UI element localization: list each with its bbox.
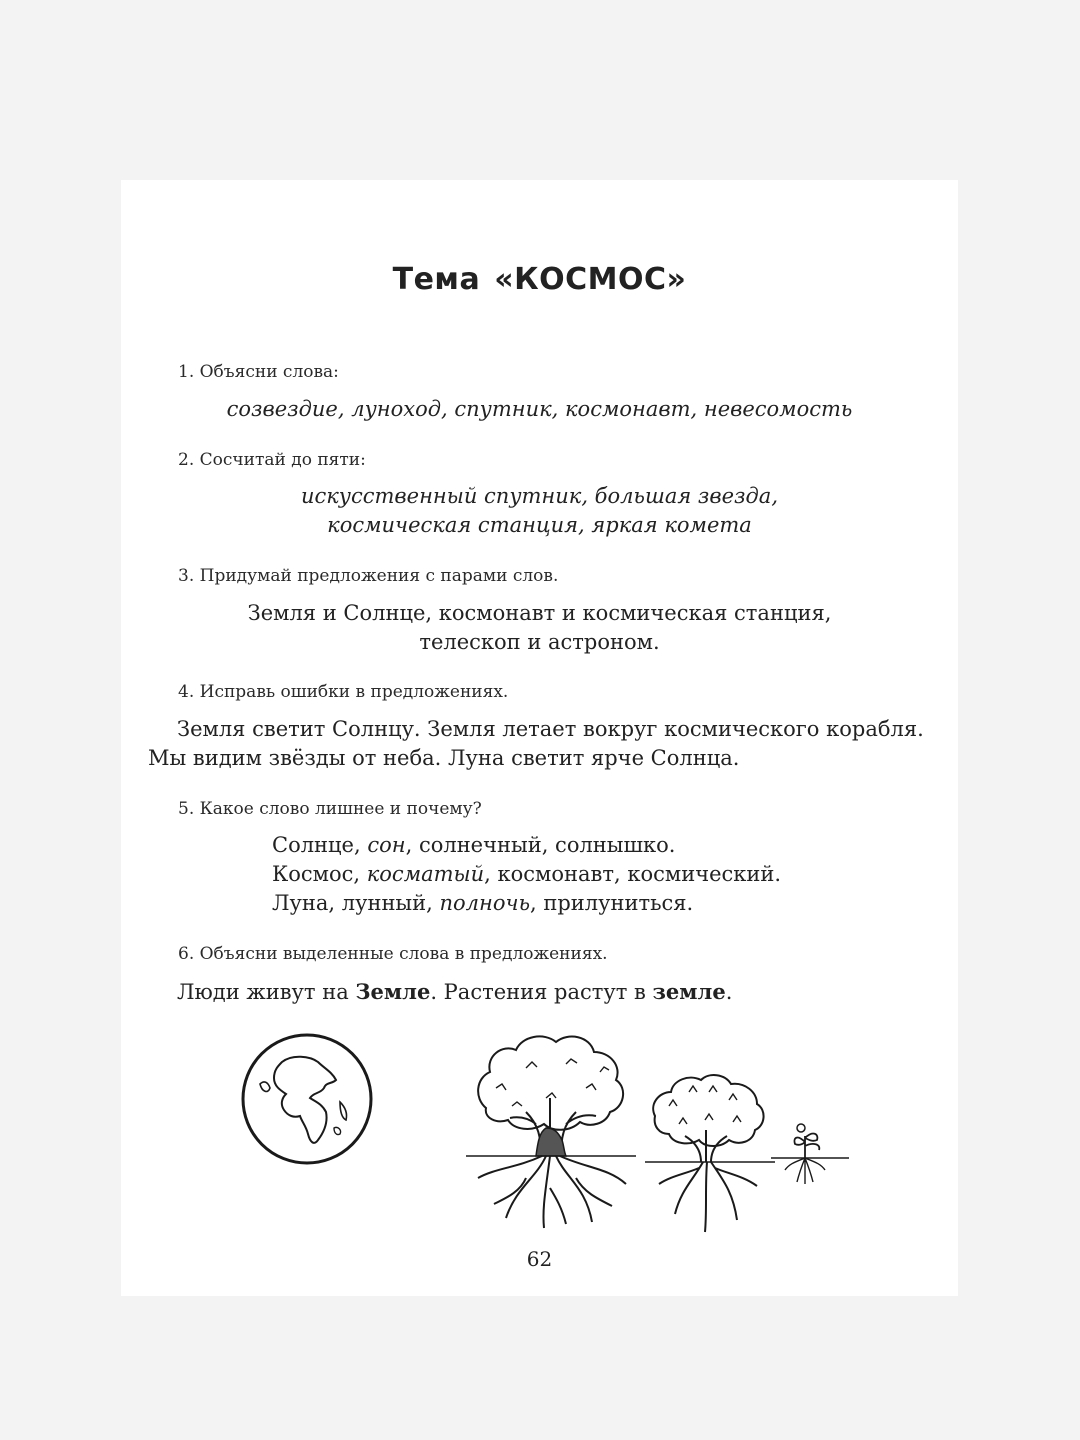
- sprout-illustration: [771, 1116, 851, 1186]
- task-2-line-2: космическая станция, яркая комета: [327, 513, 752, 537]
- title-part-2: «КОСМОС»: [494, 262, 687, 297]
- page-number: 62: [526, 1247, 553, 1271]
- task-3-label: 3. Придумай предложения с парами слов.: [178, 566, 559, 586]
- task-5-row-3-end: , прилуниться.: [530, 891, 694, 915]
- task-5-row-2-start: Космос,: [272, 862, 367, 886]
- task-3-line-2: телескоп и астроном.: [419, 630, 660, 654]
- task-5-row-2-odd-word: косматый: [366, 862, 485, 886]
- large-tree-illustration: [466, 1028, 636, 1233]
- task-5-row-2-end: , космонавт, космический.: [484, 862, 782, 886]
- task-6-part-1: Люди живут на: [177, 980, 356, 1004]
- task-5-row-3-odd-word: полночь: [439, 891, 531, 915]
- title-part-1: Тема: [392, 262, 481, 297]
- task-5-row: [272, 833, 958, 857]
- medium-tree-illustration: [645, 1070, 775, 1240]
- task-5-label: 5. Какое слово лишнее и почему?: [178, 799, 482, 819]
- earth-globe-illustration: [240, 1032, 374, 1166]
- task-1-label: 1. Объясни слова:: [178, 362, 339, 382]
- task-6-highlight-1: Земле: [355, 979, 431, 1004]
- task-5-row: [272, 891, 958, 915]
- task-5-row: [272, 862, 958, 886]
- task-5-row-3-start: Луна, лунный,: [272, 891, 440, 915]
- task-5-row-1-start: Солнце,: [272, 833, 368, 857]
- task-2-line-1: искусственный спутник, большая звезда,: [300, 484, 778, 508]
- task-4-label: 4. Исправь ошибки в предложениях.: [178, 682, 509, 702]
- task-5-row-1-odd-word: сон: [367, 833, 406, 857]
- task-6-label: 6. Объясни выделенные слова в предложениях.: [178, 944, 608, 964]
- task-6-highlight-2: земле: [652, 979, 726, 1004]
- task-4-line-1: Земля светит Солнцу. Земля летает вокруг космического корабля.: [177, 717, 924, 741]
- task-1-words: созвездие, луноход, спутник, космонавт, невесомость: [226, 397, 853, 421]
- task-6-part-2: . Растения растут в: [430, 980, 653, 1004]
- task-4-line-2: Мы видим звёзды от неба. Луна светит ярче Солнца.: [148, 746, 740, 770]
- page-title: [121, 262, 958, 297]
- task-6-part-3: .: [725, 980, 733, 1004]
- task-6-sentence: [177, 979, 958, 1004]
- task-5-row-1-end: , солнечный, солнышко.: [405, 833, 676, 857]
- workbook-page: [121, 180, 958, 1296]
- task-3-line-1: Земля и Солнце, космонавт и космическая станция,: [247, 601, 832, 625]
- task-2-label: 2. Сосчитай до пяти:: [178, 450, 366, 470]
